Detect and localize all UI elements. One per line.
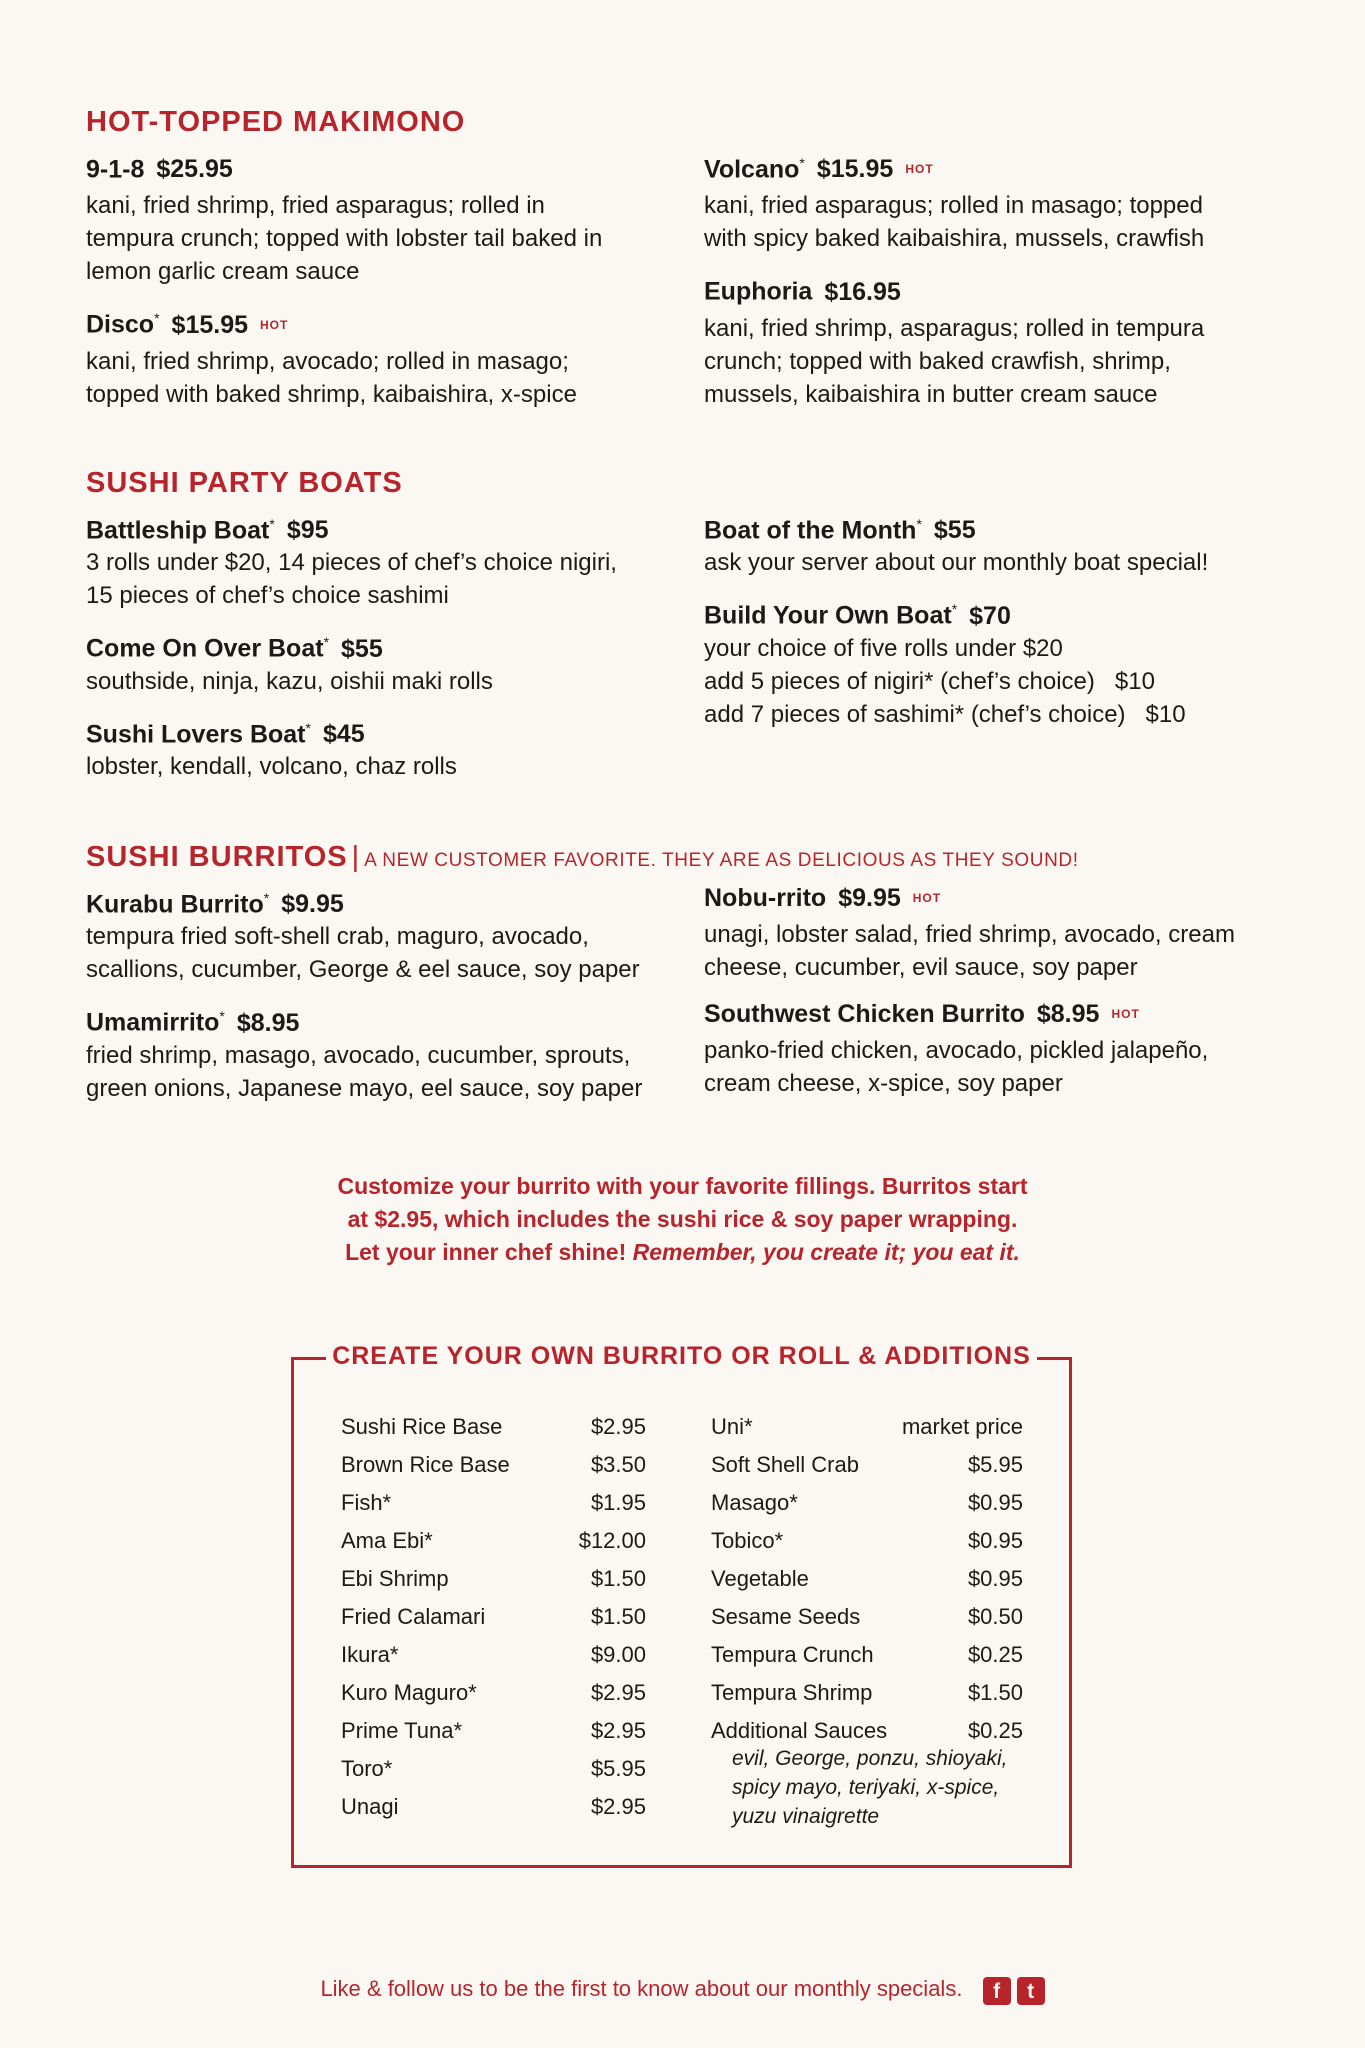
footer-text: Like & follow us to be the first to know about our monthly specials. (320, 1976, 963, 2001)
addition-row: Soft Shell Crab $5.95 (711, 1452, 1023, 1477)
menu-item: Volcano* $15.95 HOT kani, fried asparagus; rolled in masago; topped with spicy baked kaibaishira, mussels, crawfish (704, 155, 1205, 253)
social-links (977, 1973, 1045, 2007)
addition-row: Additional Sauces $0.25 (711, 1718, 1023, 1743)
makimono-left-column (86, 147, 704, 425)
boats-right-column (704, 508, 1276, 797)
addition-row: Sesame Seeds $0.50 (711, 1604, 1023, 1629)
item-name: Volcano (704, 155, 800, 184)
burritos-title: SUSHI BURRITOS | A NEW CUSTOMER FAVORITE. THEY ARE AS DELICIOUS AS THEY SOUND! (86, 841, 1079, 873)
hot-badge: HOT (1111, 1007, 1140, 1021)
boats-title: SUSHI PARTY BOATS (86, 467, 403, 499)
item-name: Battleship Boat (86, 516, 270, 545)
item-name: Disco (86, 310, 155, 339)
item-price: $25.95 (156, 155, 233, 184)
menu-item: Battleship Boat* $95 3 rolls under $20, 14 pieces of chef’s choice nigiri, 15 pieces of chef’s choice sashimi (86, 516, 617, 610)
menu-item: Boat of the Month* $55 ask your server about our monthly boat special! (704, 516, 1209, 577)
item-name: Build Your Own Boat (704, 601, 952, 630)
menu-item: Sushi Lovers Boat* $45 lobster, kendall, volcano, chaz rolls (86, 719, 457, 780)
addition-row: Tempura Crunch $0.25 (711, 1642, 1023, 1667)
customize-note: Customize your burrito with your favorite fillings. Burritos start at $2.95, which includes the sushi rice & soy paper wrapping. Let your inner chef shine! Remember, you create it; you eat it. (337, 1173, 1028, 1265)
item-price: $9.95 (838, 884, 901, 912)
menu-item: Build Your Own Boat* $70 your choice of five rolls under $20 add 5 pieces of nigiri* (chef’s choice) $10 add 7 pieces of sashimi* (chef’s choice) $10 (704, 601, 1186, 728)
item-price: $16.95 (824, 277, 901, 306)
item-name: Nobu-rrito (704, 884, 827, 912)
create-your-own-box (291, 1342, 1072, 1868)
menu-item: 9-1-8 $25.95 kani, fried shrimp, fried asparagus; rolled in tempura crunch; topped with lobster tail baked in lemon garlic cream sauce (86, 155, 603, 286)
additions-right-column (711, 1408, 1023, 1831)
footer (0, 1972, 1365, 2007)
addition-row: Tempura Shrimp $1.50 (711, 1680, 1023, 1705)
twitter-icon[interactable]: t (1017, 1977, 1045, 2005)
hot-badge: HOT (905, 162, 934, 177)
menu-item: Umamirrito* $8.95 fried shrimp, masago, avocado, cucumber, sprouts, green onions, Japanese mayo, eel sauce, soy paper (86, 1008, 643, 1102)
makimono-title: HOT-TOPPED MAKIMONO (86, 106, 466, 138)
item-price: $15.95 (171, 310, 249, 339)
item-price: $55 (933, 516, 976, 545)
hot-badge: HOT (260, 317, 289, 332)
item-name: Euphoria (704, 277, 813, 306)
addition-row: Fish* $1.95 (341, 1490, 646, 1515)
makimono-right-column (704, 147, 1276, 425)
section-boats (86, 467, 1276, 797)
facebook-icon[interactable]: f (983, 1977, 1011, 2005)
addition-row: Ikura* $9.00 (341, 1642, 646, 1667)
addition-row: Prime Tuna* $2.95 (341, 1718, 646, 1743)
menu-item: Euphoria $16.95 kani, fried shrimp, asparagus; rolled in tempura crunch; topped with baked crawfish, shrimp, mussels, kaibaishira in butter cream sauce (704, 277, 1205, 408)
item-name: Come On Over Boat (86, 634, 324, 663)
burritos-right-column (704, 882, 1276, 1119)
item-price: $8.95 (236, 1008, 300, 1037)
additions-left-column (341, 1408, 646, 1826)
item-name: Southwest Chicken Burrito (704, 1000, 1025, 1028)
item-price: $15.95 (816, 155, 894, 184)
menu-item: Come On Over Boat* $55 southside, ninja, kazu, oishii maki rolls (86, 634, 493, 695)
hot-badge: HOT (912, 891, 942, 905)
addition-row: Fried Calamari $1.50 (341, 1604, 646, 1629)
addition-row: Kuro Maguro* $2.95 (341, 1680, 646, 1705)
item-name: Umamirrito (86, 1008, 220, 1037)
addition-row: Ebi Shrimp $1.50 (341, 1566, 646, 1591)
item-price: $55 (341, 634, 383, 663)
addition-row: Tobico* $0.95 (711, 1528, 1023, 1553)
item-price: $9.95 (281, 890, 344, 919)
menu-item: Southwest Chicken Burrito $8.95 HOT panko-fried chicken, avocado, pickled jalapeño, cream cheese, x-spice, soy paper (704, 1000, 1209, 1097)
item-name: 9-1-8 (86, 155, 145, 184)
sauce-list: evil, George, ponzu, shioyaki, spicy mayo, teriyaki, x-spice, yuzu vinaigrette (732, 1747, 1008, 1828)
addition-row: Sushi Rice Base $2.95 (341, 1414, 646, 1439)
item-price: $95 (286, 516, 329, 545)
addition-row: Brown Rice Base $3.50 (341, 1452, 646, 1477)
addition-row: Masago* $0.95 (711, 1490, 1023, 1515)
section-makimono (86, 106, 1276, 425)
item-price: $70 (969, 601, 1011, 630)
addition-row: Uni* market price (711, 1414, 1023, 1439)
addition-row: Ama Ebi* $12.00 (341, 1528, 646, 1553)
burritos-subtitle: A NEW CUSTOMER FAVORITE. THEY ARE AS DELICIOUS AS THEY SOUND! (364, 850, 1079, 871)
create-title: CREATE YOUR OWN BURRITO OR ROLL & ADDITIONS (326, 1342, 1037, 1370)
addition-row: Vegetable $0.95 (711, 1566, 1023, 1591)
addition-row: Unagi $2.95 (341, 1794, 646, 1819)
item-price: $8.95 (1036, 1000, 1100, 1028)
item-name: Sushi Lovers Boat (86, 719, 306, 748)
addition-row: Toro* $5.95 (341, 1756, 646, 1781)
section-burritos (86, 841, 1276, 1119)
menu-item: Kurabu Burrito* $9.95 tempura fried soft-shell crab, maguro, avocado, scallions, cucumber, George & eel sauce, soy paper (86, 890, 640, 984)
item-name: Boat of the Month (704, 516, 917, 545)
boats-left-column (86, 508, 704, 797)
menu-item: Nobu-rrito $9.95 HOT unagi, lobster salad, fried shrimp, avocado, cream cheese, cucumber, evil sauce, soy paper (704, 884, 1235, 981)
menu-item: Disco* $15.95 HOT kani, fried shrimp, avocado; rolled in masago; topped with baked shrimp, kaibaishira, x-spice (86, 310, 577, 408)
item-price: $45 (322, 719, 365, 748)
item-name: Kurabu Burrito (86, 890, 264, 919)
burritos-left-column (86, 882, 704, 1119)
